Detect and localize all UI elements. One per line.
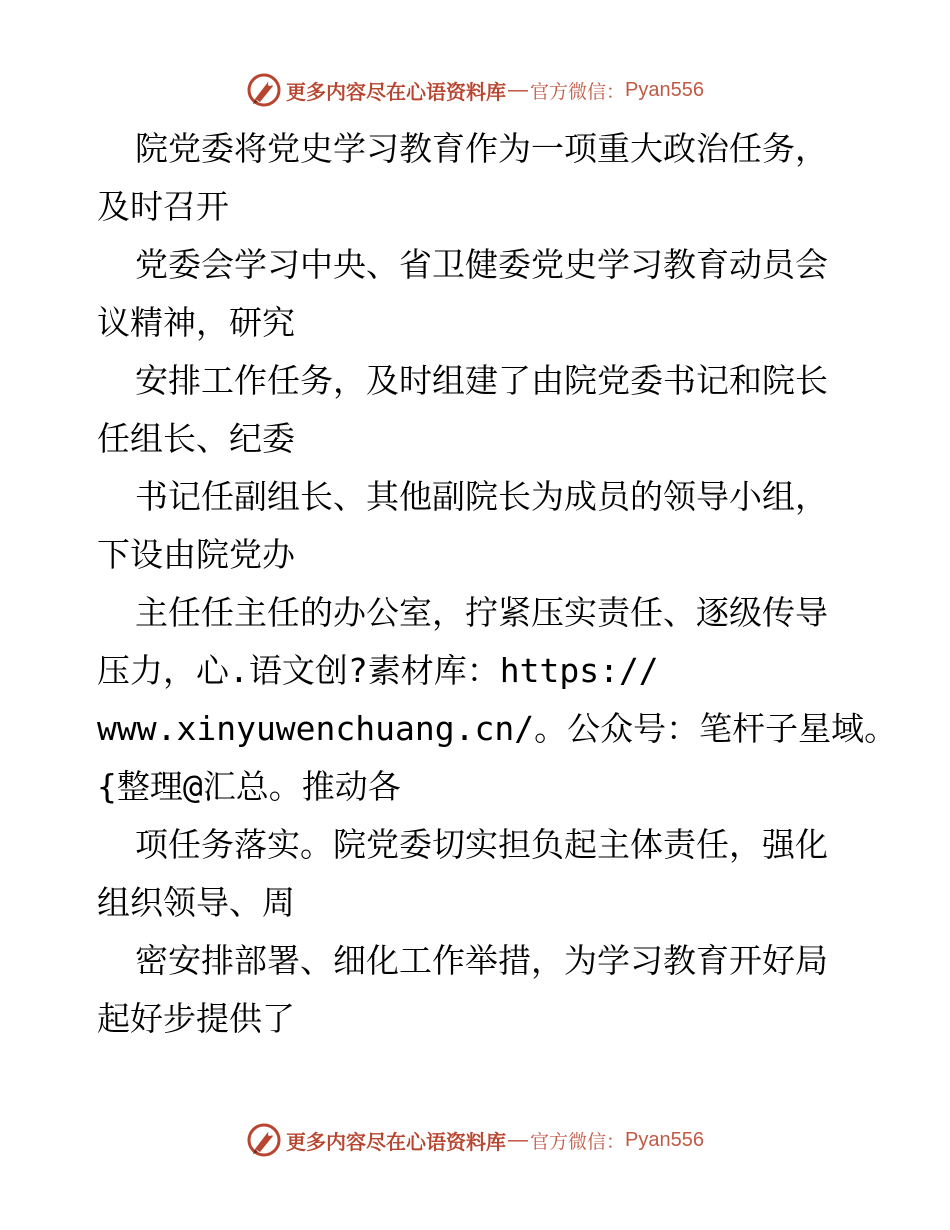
body-line: 组织领导、周 — [97, 883, 295, 922]
banner-separator: — — [508, 1128, 528, 1151]
footer-banner — [0, 1120, 950, 1160]
pen-circle-logo-icon — [246, 1122, 282, 1158]
body-line: 及时召开 — [97, 187, 229, 226]
banner-wechat-id: Pyan556 — [625, 1128, 704, 1151]
banner-separator: — — [508, 78, 528, 101]
body-line: 起好步提供了 — [97, 999, 295, 1038]
document-body — [97, 120, 898, 1048]
body-line: 压力，心.语文创?素材库：https:// — [97, 651, 659, 690]
banner-main-text: 更多内容尽在心语资料库 — [286, 1129, 506, 1154]
body-line: {整理@汇总。推动各 — [97, 767, 401, 806]
banner-wechat-label: 官方微信： — [530, 80, 626, 103]
body-line: 任组长、纪委 — [97, 419, 295, 458]
body-line: 下设由院党办 — [97, 535, 295, 574]
body-line: 主任任主任的办公室，拧紧压实责任、逐级传导 — [135, 593, 828, 632]
banner-wechat-id: Pyan556 — [625, 78, 704, 101]
body-line: 密安排部署、细化工作举措，为学习教育开好局 — [135, 941, 828, 980]
body-line: 院党委将党史学习教育作为一项重大政治任务， — [135, 129, 828, 168]
body-line: 安排工作任务，及时组建了由院党委书记和院长 — [135, 361, 828, 400]
banner-wechat-label: 官方微信： — [530, 1130, 626, 1153]
header-banner — [0, 70, 950, 110]
body-line: 党委会学习中央、省卫健委党史学习教育动员会 — [135, 245, 828, 284]
body-line: 书记任副组长、其他副院长为成员的领导小组， — [135, 477, 828, 516]
body-line: 项任务落实。院党委切实担负起主体责任，强化 — [135, 825, 828, 864]
body-line: www.xinyuwenchuang.cn/。公众号：笔杆子星域。 — [97, 709, 898, 748]
banner-main-text: 更多内容尽在心语资料库 — [286, 79, 506, 104]
body-line: 议精神，研究 — [97, 303, 295, 342]
pen-circle-logo-icon — [246, 72, 282, 108]
